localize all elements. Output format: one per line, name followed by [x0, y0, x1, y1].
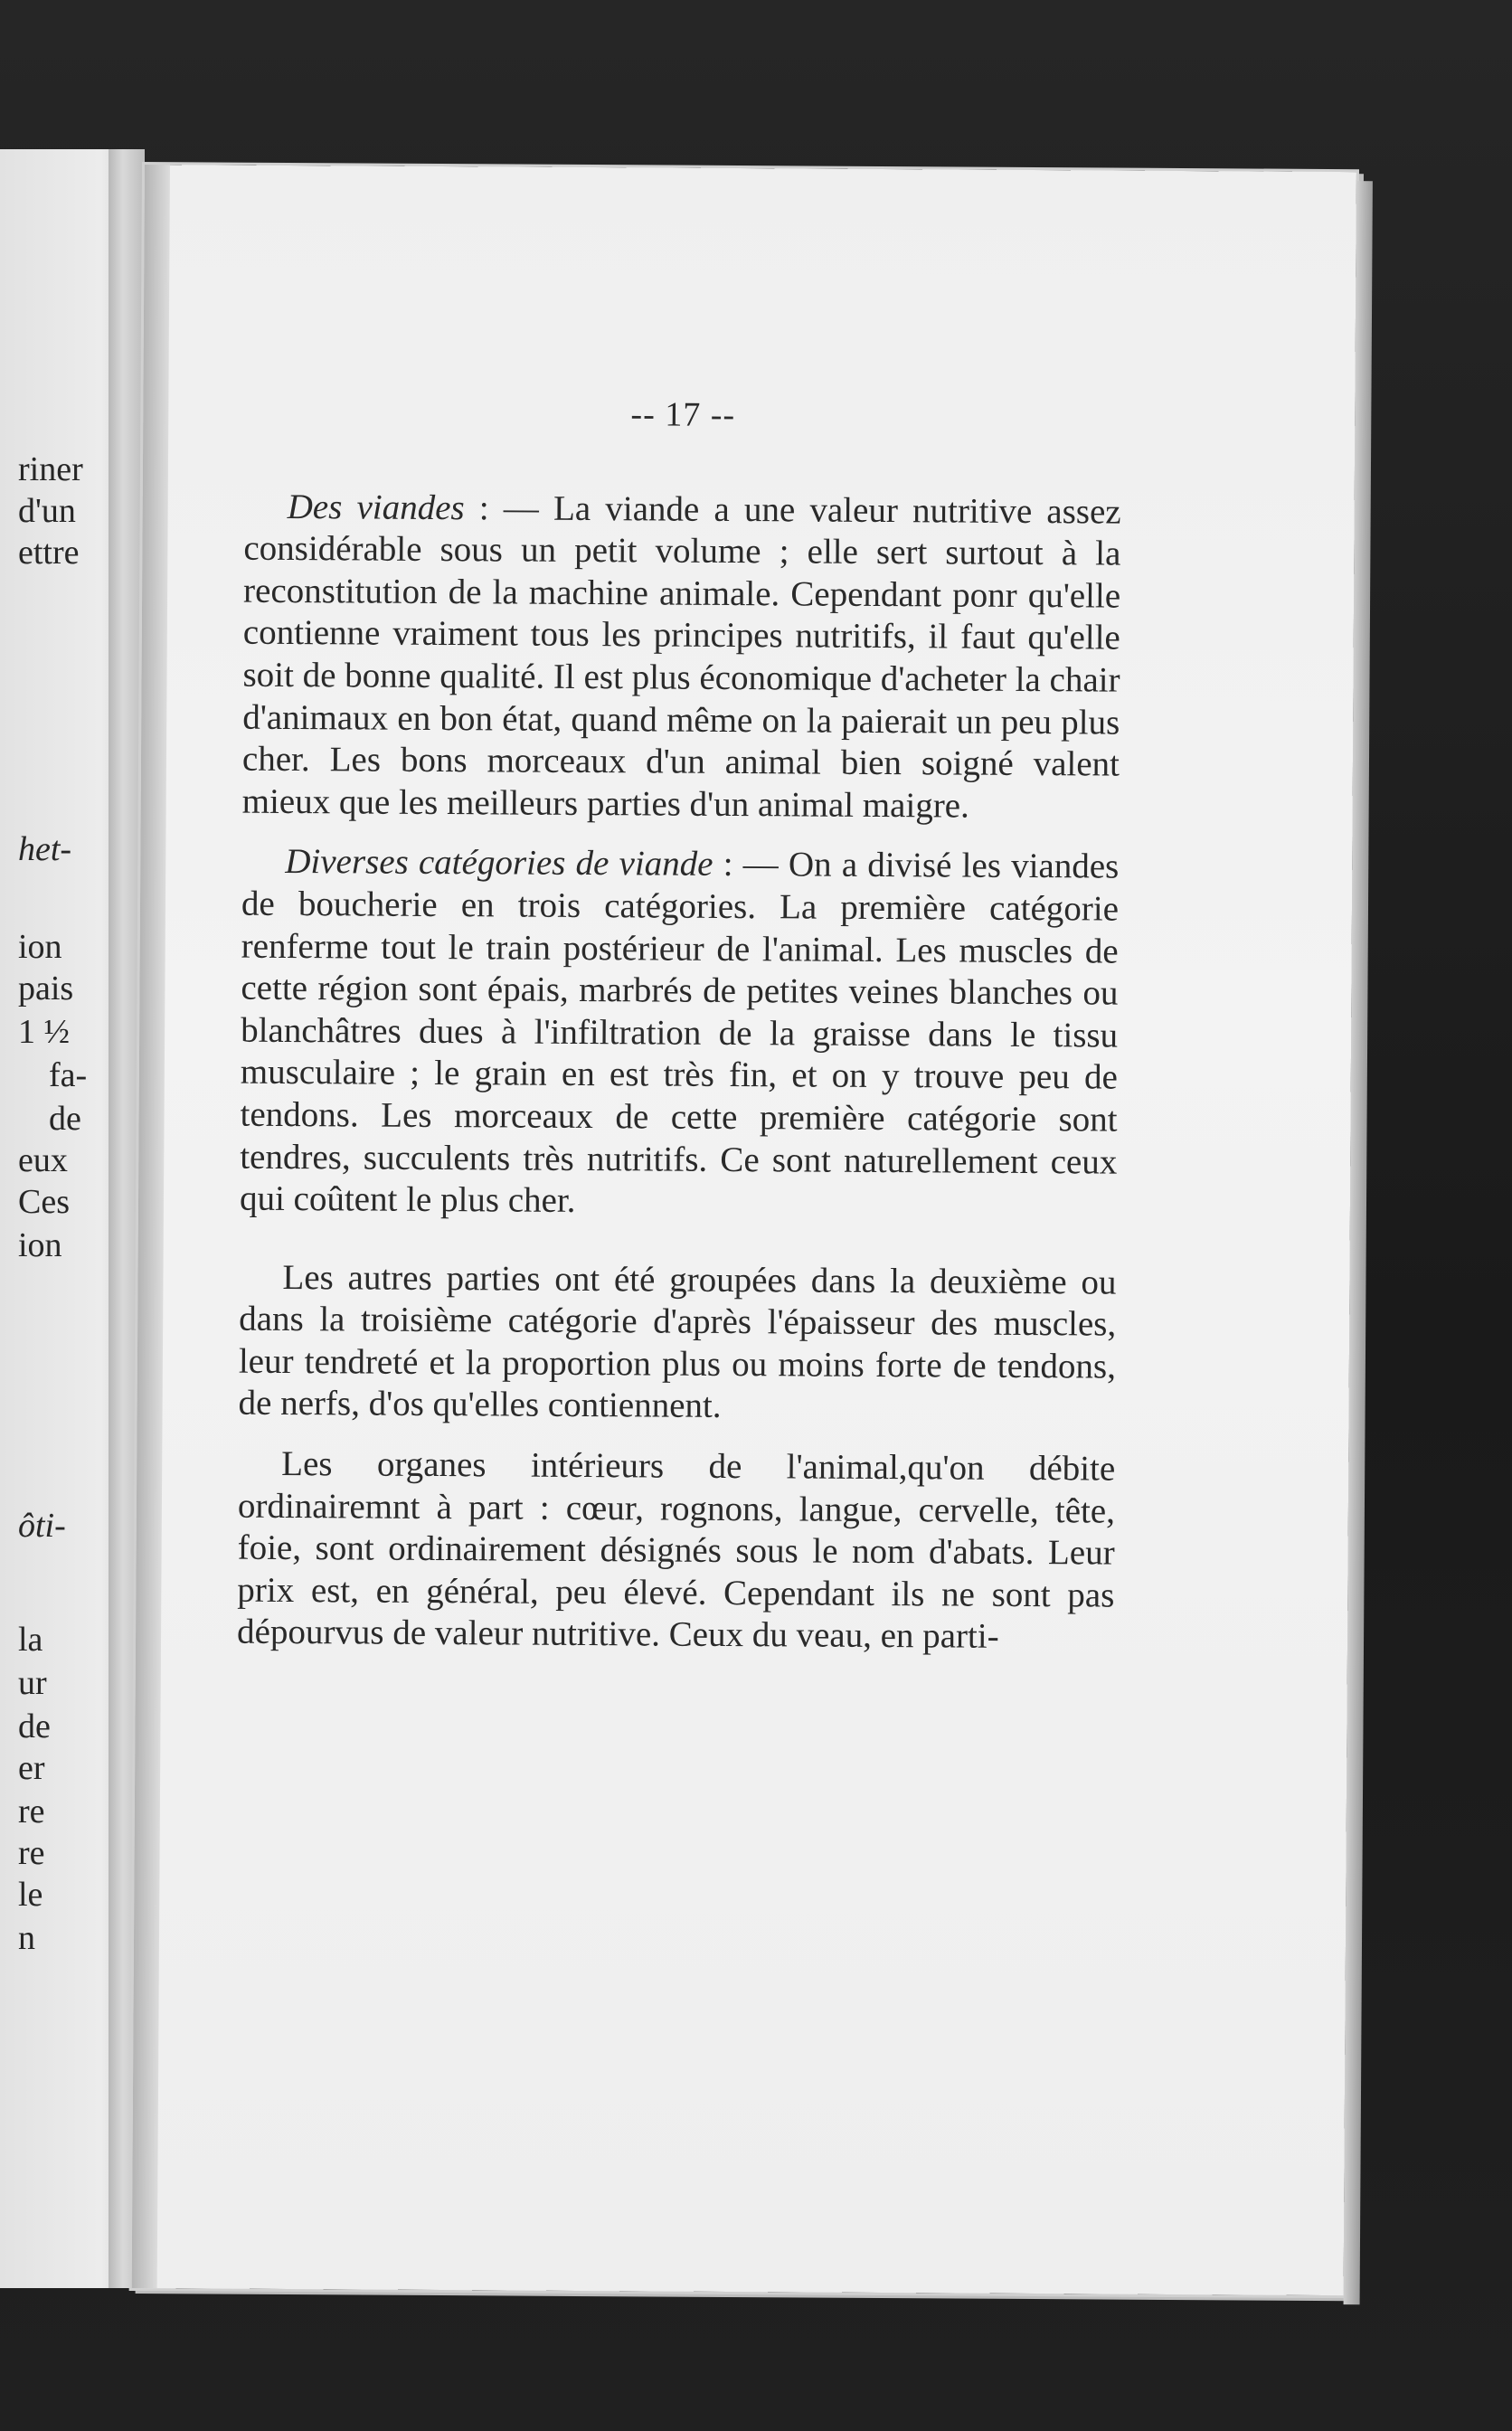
paragraph-body: La viande a une valeur nutritive assez considérable sous un petit volume ; elle sert surtout à la reconstitution de la machine animale. Cependant ponr qu'elle contienne vraiment tous les principes nutritifs, il faut qu'elle soit de bonne qualité. Il est plus économique d'acheter la chair d'animaux en bon état, quand même on la paierait un peu plus cher. Les bons morceaux d'un animal bien soigné valent mieux que les meilleurs parties d'un animal maigre. [241, 488, 1121, 826]
left-page-fragment: fa- [49, 1056, 88, 1094]
book-page [132, 165, 1356, 2295]
page-text [237, 392, 1122, 1678]
paragraph-autres-parties [238, 1256, 1116, 1430]
left-page-fragment: le [18, 1876, 43, 1914]
paragraph-body: Les autres parties ont été groupées dans la deuxième ou dans la troisième catégorie d'après l'épaisseur des muscles, leur tendreté et la proportion plus ou moins forte de tendons, de nerfs, d'os qu'elles contiennent. [238, 1257, 1117, 1426]
paragraph-organes-interieurs [237, 1443, 1115, 1660]
left-page-fragment: ion [18, 928, 62, 966]
left-page-fragment: ôti- [18, 1507, 66, 1545]
paragraph-title: Diverses catégories de viande [285, 842, 713, 884]
paragraph-des-viandes [242, 486, 1121, 828]
left-page-fragment: la [18, 1621, 43, 1659]
page-edge [1344, 181, 1373, 2304]
page-number: -- 17 -- [630, 395, 736, 434]
left-page-fragment: riner [18, 450, 83, 488]
left-page-fragment: de [18, 1707, 51, 1745]
paragraph-body: Les organes intérieurs de l'animal,qu'on débite ordinairemnt à part : cœur, rognons, langue, cervelle, tête, foie, sont ordinairement désignés sous le nom d'abats. Leur prix est, en général, peu élevé. Cependant ils ne sont pas dépourvus de valeur nutritive. Ceux du veau, en parti- [236, 1444, 1116, 1657]
left-page-fragment: er [18, 1749, 45, 1787]
left-page-fragment: ion [18, 1226, 62, 1264]
left-page-fragment: Ces [18, 1183, 70, 1221]
left-page-fragment: het- [18, 830, 72, 868]
left-page-fragment: 1 ½ [18, 1013, 70, 1051]
left-page-fragment: pais [18, 970, 74, 1007]
left-page-fragment: eux [18, 1141, 68, 1179]
paragraph-body: On a divisé les viandes de boucherie en trois catégories. La première catégorie renferme tout le train postérieur de l'animal. Les muscles de cette région sont épais, marbrés de petites veines blanches ou blanchâtres dues à l'infiltration de la graisse dans le tissu musculaire ; le grain en est très fin, et on y trouve peu de tendons. Les morceaux de cette première catégorie sont tendres, succulents très nutritifs. Ce sont naturellement ceux qui coûtent le plus cher. [239, 845, 1120, 1221]
left-page-fragment: d'un [18, 492, 76, 530]
paragraph-separator: : — [713, 845, 789, 884]
left-page-fragment: n [18, 1919, 35, 1957]
paragraph-title: Des viandes [287, 487, 465, 527]
left-page-fragment: ettre [18, 534, 80, 572]
left-page-fragment: de [49, 1100, 81, 1138]
paragraph-separator: : — [464, 487, 554, 528]
left-page-fragment: re [18, 1793, 45, 1830]
left-page-fragment: ur [18, 1664, 47, 1702]
paragraph-categories-de-viande [240, 841, 1120, 1225]
left-page-fragment: re [18, 1834, 45, 1872]
